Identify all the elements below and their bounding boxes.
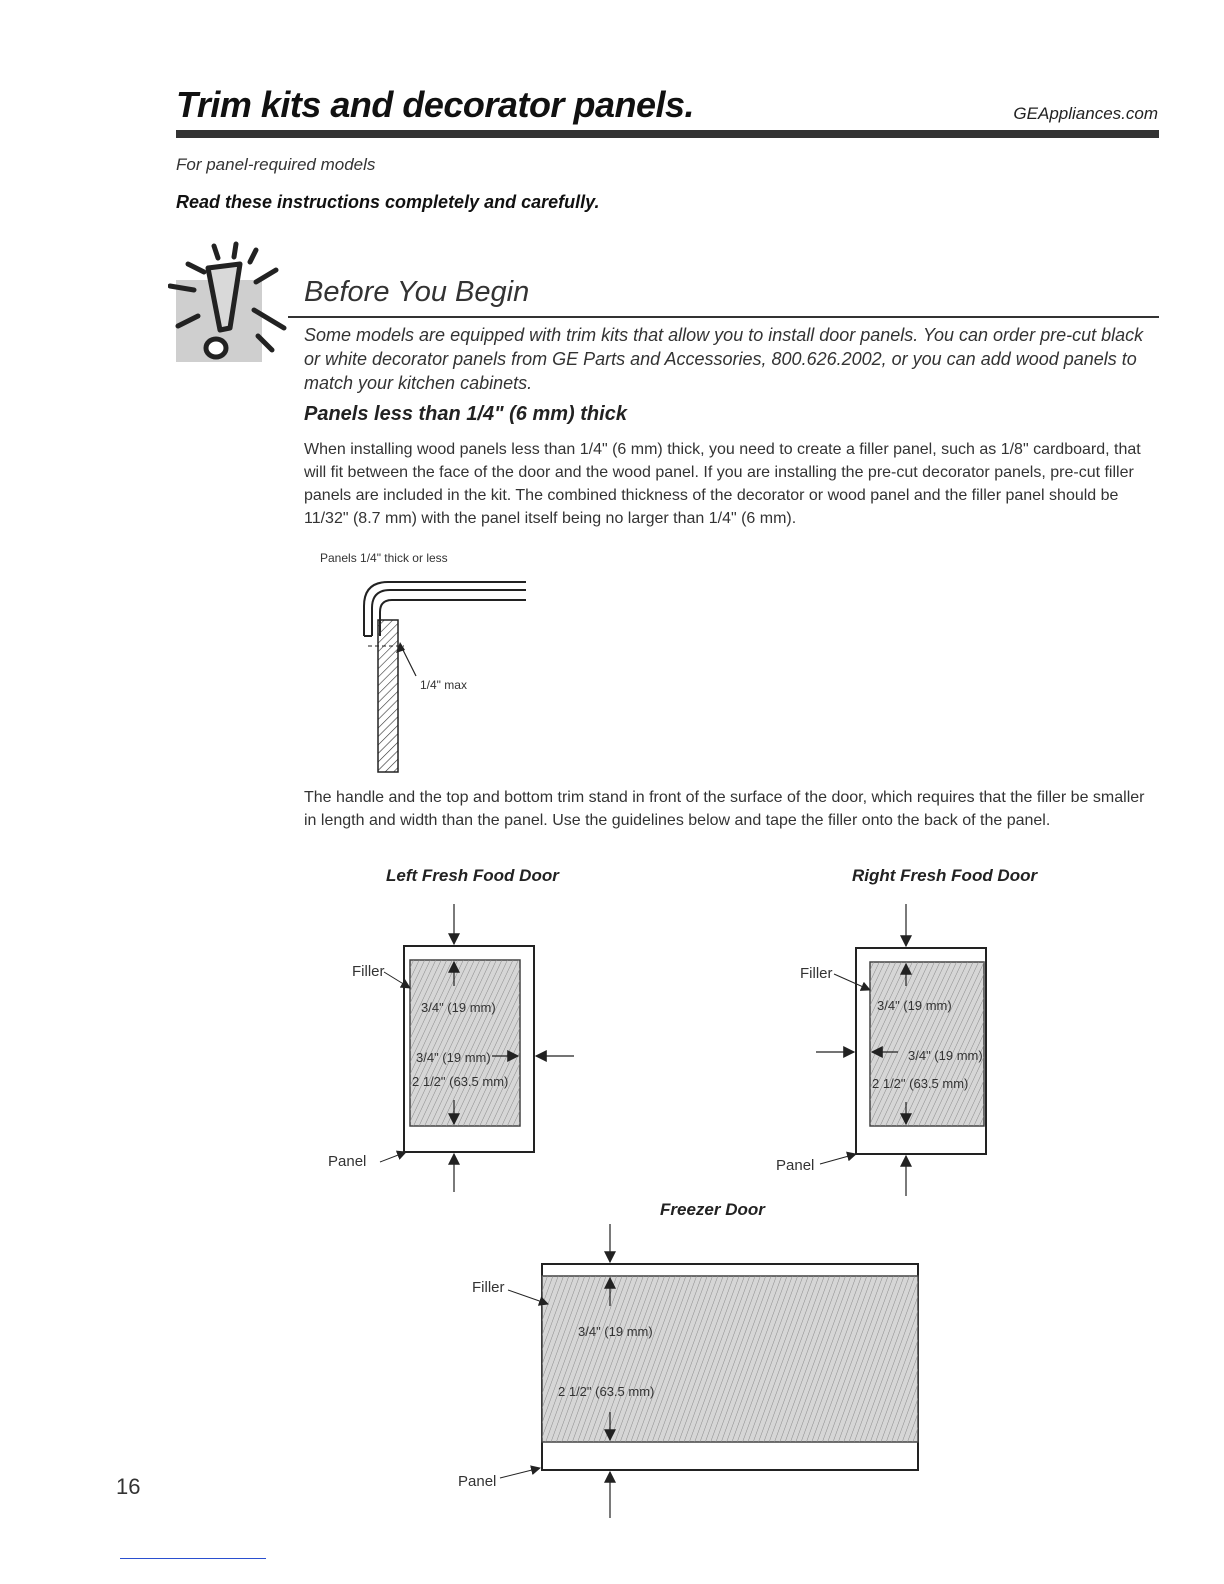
header-rule [176, 130, 1159, 138]
side-dimension-label: 3/4" (19 mm) [908, 1048, 983, 1063]
side-dimension-label: 3/4" (19 mm) [416, 1050, 491, 1065]
bottom-dimension-label: 2 1/2" (63.5 mm) [412, 1074, 509, 1089]
panel-label: Panel [328, 1153, 367, 1170]
footer-line [120, 1558, 266, 1559]
bottom-dimension-label: 2 1/2" (63.5 mm) [558, 1384, 655, 1399]
section-title: Before You Begin [304, 276, 530, 308]
freezer-door-diagram [440, 1220, 940, 1540]
top-dimension-label: 3/4" (19 mm) [421, 1000, 496, 1015]
page-number: 16 [116, 1474, 141, 1499]
panel-label: Panel [776, 1157, 815, 1174]
freezer-door-title: Freezer Door [660, 1200, 765, 1219]
bottom-dimension-label: 2 1/2" (63.5 mm) [872, 1076, 969, 1091]
right-door-title: Right Fresh Food Door [852, 866, 1038, 885]
body-paragraph-2: The handle and the top and bottom trim stand in front of the surface of the door, which requires that the filler be smaller in length and width than the panel. Use the guidelines below and tape the filler onto the back of the panel. [304, 789, 1145, 829]
warning-exclamation-icon [168, 240, 288, 368]
intro-paragraph: Some models are equipped with trim kits that allow you to install door panels. You can order pre-cut black or white decorator panels from GE Parts and Accessories, 800.626.2002, or you can add wood panels to match your kitchen cabinets. [304, 325, 1144, 393]
filler-label: Filler [352, 963, 385, 980]
subheading: Panels less than 1/4" (6 mm) thick [304, 403, 627, 425]
panel-thickness-figure [360, 576, 540, 776]
filler-label: Filler [472, 1279, 505, 1296]
left-door-title: Left Fresh Food Door [386, 866, 559, 885]
section-rule [288, 316, 1159, 318]
figure-caption: Panels 1/4" thick or less [320, 551, 448, 565]
top-dimension-label: 3/4" (19 mm) [578, 1324, 653, 1339]
subtitle: For panel-required models [176, 155, 376, 174]
panel-label: Panel [458, 1473, 497, 1490]
right-door-diagram [770, 900, 1010, 1200]
max-thickness-label: 1/4" max [420, 678, 467, 692]
body-paragraph-1: When installing wood panels less than 1/4" (6 mm) thick, you need to create a filler panel, such as 1/8" cardboard, that will fit between the face of the door and the wood panel. If you are installing the pre-cut decorator panels, pre-cut filler panels are included in the kit. The combined thickness of the decorator or wood panel and the filler panel should be 11/32" (8.7 mm) with the panel itself being no larger than 1/4" (6 mm). [304, 441, 1141, 527]
left-door-diagram [320, 900, 600, 1200]
filler-label: Filler [800, 965, 833, 982]
page-title: Trim kits and decorator panels. [176, 84, 694, 125]
top-dimension-label: 3/4" (19 mm) [877, 998, 952, 1013]
instruction-text: Read these instructions completely and carefully. [176, 192, 600, 212]
website-label: GEAppliances.com [1013, 104, 1158, 123]
